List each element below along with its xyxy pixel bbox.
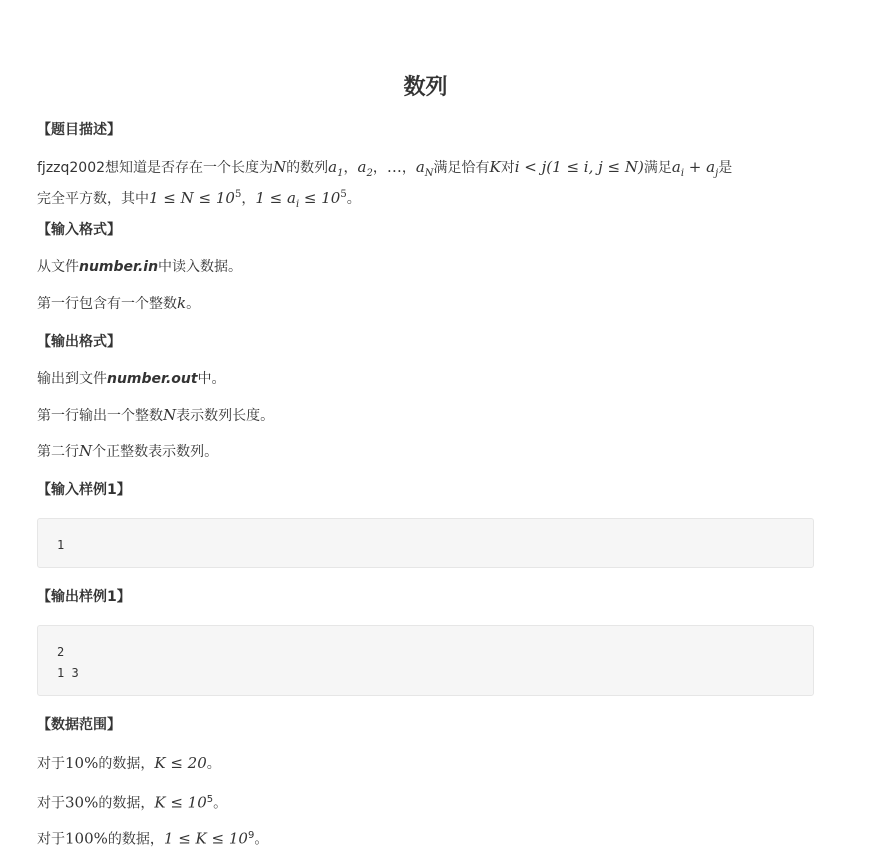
output-format-line-1: 输出到文件number.out中。 [37,371,226,387]
sample-output-heading: 【输出样例1】 [37,589,131,605]
code-line: 2 [57,645,65,659]
math-sum: $a_i + a_j$ [671,158,719,179]
sample-input-code[interactable] [37,518,814,568]
math-cond: $1 \le a_i \le 10^5$ [255,189,347,210]
math-pair: i < j(1 ≤ i, j ≤ N) [514,158,644,176]
data-range-line-3: 对于100%的数据，$1 \le K \le 10^9$。 [37,829,269,848]
data-range-heading: 【数据范围】 [37,717,121,733]
input-format-line-1: 从文件number.in中读入数据。 [37,259,243,275]
output-filename: number.out [107,371,198,387]
math-seq: $a_N$ [415,158,434,179]
input-format-line-2: 第一行包含有一个整数k。 [37,294,201,312]
page-title: 数列 [403,75,448,100]
description-text: fjzzq2002想知道是否存在一个长度为N的数列$a_1$，$a_2$，…，$a_N$满足恰有K对i < j(1 ≤ i, j ≤ N)满足$a_i + a_j$是 完全平方数，其中$1 \le N \le 10^5$，$1 \le a_i \le 10^5$。 [37,158,733,210]
desc-text-part: 的数列 [286,160,329,176]
sample-input-heading: 【输入样例1】 [37,482,131,498]
input-format-heading: 【输入格式】 [37,222,121,238]
code-line: 1 3 [57,666,79,680]
code-line: 1 [57,538,65,552]
math-seq: $a_2$ [357,158,373,179]
output-format-line-3: 第二行N个正整数表示数列。 [37,442,219,460]
math-var: N [273,158,287,176]
input-filename: number.in [79,259,159,275]
math-cond: $1 \le N \le 10^5$ [149,189,242,207]
data-range-line-1: 对于10%的数据，K ≤ 20。 [37,754,221,772]
math-seq: $a_1$ [328,158,344,179]
desc-text-part: fjzzq2002想知道是否存在一个长度为 [37,160,274,176]
output-format-heading: 【输出格式】 [37,334,121,350]
data-range-line-2: 对于30%的数据，$K \le 10^5$。 [37,793,228,812]
description-heading: 【题目描述】 [37,122,121,138]
sample-output-code[interactable] [37,625,814,696]
output-format-line-2: 第一行输出一个整数N表示数列长度。 [37,406,275,424]
